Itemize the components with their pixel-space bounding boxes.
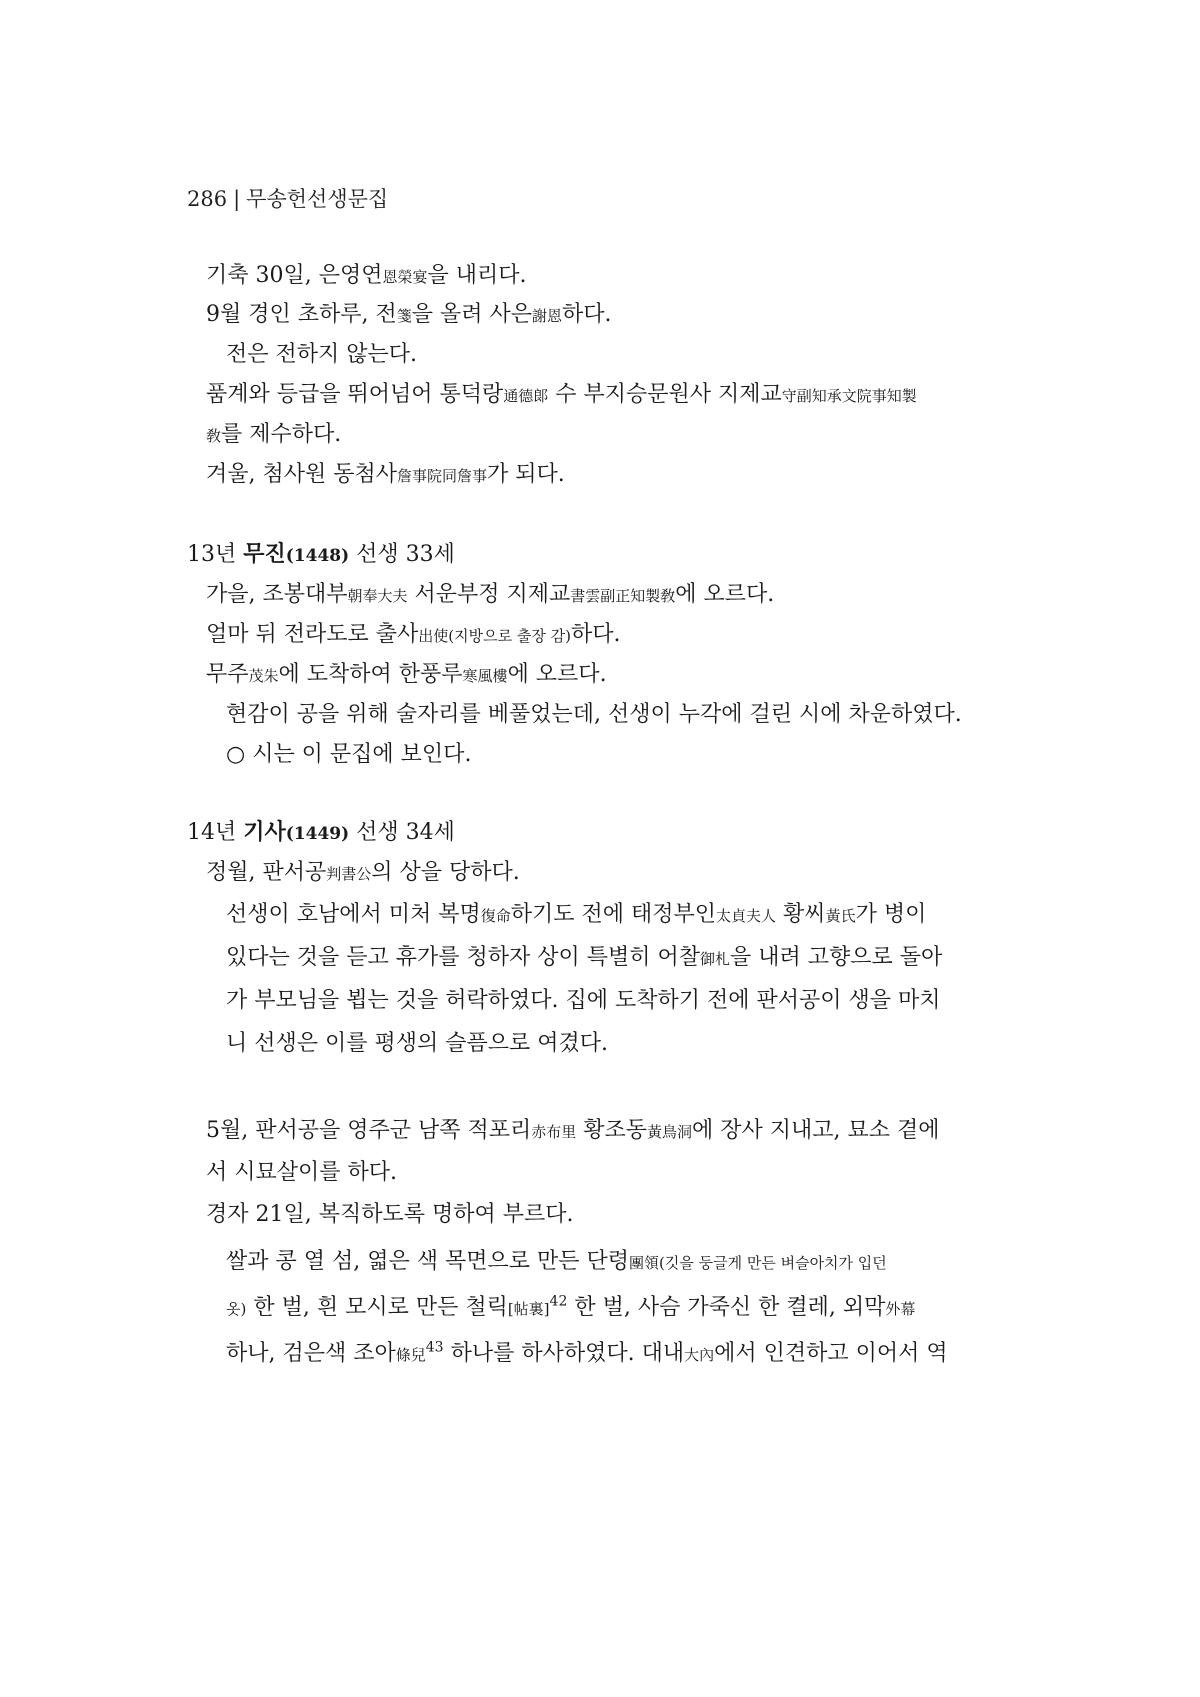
- page-number: 286: [187, 187, 228, 211]
- text-line: 겨울, 첨사원 동첨사詹事院同詹事가 되다.: [206, 462, 565, 487]
- text-line: 하나, 검은색 조아條兒$^{43}$ 하나를 하사하였다. 대내大內에서 인견하고 이어서 역: [226, 1339, 948, 1366]
- running-header: [187, 183, 388, 213]
- text-line: 가을, 조봉대부朝奉大夫 서운부정 지제교書雲副正知製敎에 오르다.: [206, 582, 775, 607]
- footnote-ref: 43: [425, 1339, 444, 1356]
- text-line: 전은 전하지 않는다.: [226, 342, 417, 367]
- header-separator: |: [233, 187, 241, 211]
- text-line: 무주茂朱에 도착하여 한풍루寒風樓에 오르다.: [206, 662, 607, 687]
- section-heading: 14년 기사(1449) 선생 34세: [187, 819, 455, 845]
- text-line: 쌀과 콩 열 섬, 엷은 색 목면으로 만든 단령團領(깃을 둥글게 만든 벼슬아치가 입던: [226, 1249, 887, 1274]
- text-line: 품계와 등급을 뛰어넘어 통덕랑通德郞 수 부지승문원사 지제교守副知承文院事知製: [206, 382, 917, 407]
- text-line: 있다는 것을 듣고 휴가를 청하자 상이 특별히 어찰御札을 내려 고향으로 돌아: [226, 945, 943, 970]
- text-line: 현감이 공을 위해 술자리를 베풀었는데, 선생이 누각에 걸린 시에 차운하였다.: [226, 702, 962, 727]
- text-line: 선생이 호남에서 미처 복명復命하기도 전에 태정부인太貞夫人 황씨黃氏가 병이: [226, 902, 927, 927]
- section-heading: 13년 무진(1448) 선생 33세: [187, 541, 455, 567]
- text-line: 敎를 제수하다.: [206, 422, 342, 447]
- text-line: 니 선생은 이를 평생의 슬픔으로 여겼다.: [226, 1031, 608, 1056]
- book-title: 무송헌선생문집: [246, 187, 389, 211]
- text-line: 9월 경인 초하루, 전箋을 올려 사은謝恩하다.: [206, 302, 612, 327]
- text-line: 서 시묘살이를 하다.: [206, 1160, 397, 1185]
- text-line: ○ 시는 이 문집에 보인다.: [226, 742, 472, 767]
- text-line: 정월, 판서공判書公의 상을 당하다.: [206, 860, 520, 885]
- text-line: 5월, 판서공을 영주군 남쪽 적포리赤布里 황조동黃鳥洞에 장사 지내고, 묘소 곁에: [206, 1118, 940, 1143]
- text-line: 옷) 한 벌, 흰 모시로 만든 철릭[帖裏]$^{42}$ 한 벌, 사슴 가죽신 한 켤레, 외막外幕: [226, 1293, 916, 1320]
- footnote-ref: 42: [549, 1293, 568, 1310]
- text-line: 가 부모님을 뵙는 것을 허락하였다. 집에 도착하기 전에 판서공이 생을 마치: [226, 988, 941, 1013]
- text-line: 경자 21일, 복직하도록 명하여 부르다.: [206, 1202, 574, 1227]
- text-line: 기축 30일, 은영연恩榮宴을 내리다.: [206, 263, 527, 288]
- text-line: 얼마 뒤 전라도로 출사出使(지방으로 출장 감)하다.: [206, 622, 621, 647]
